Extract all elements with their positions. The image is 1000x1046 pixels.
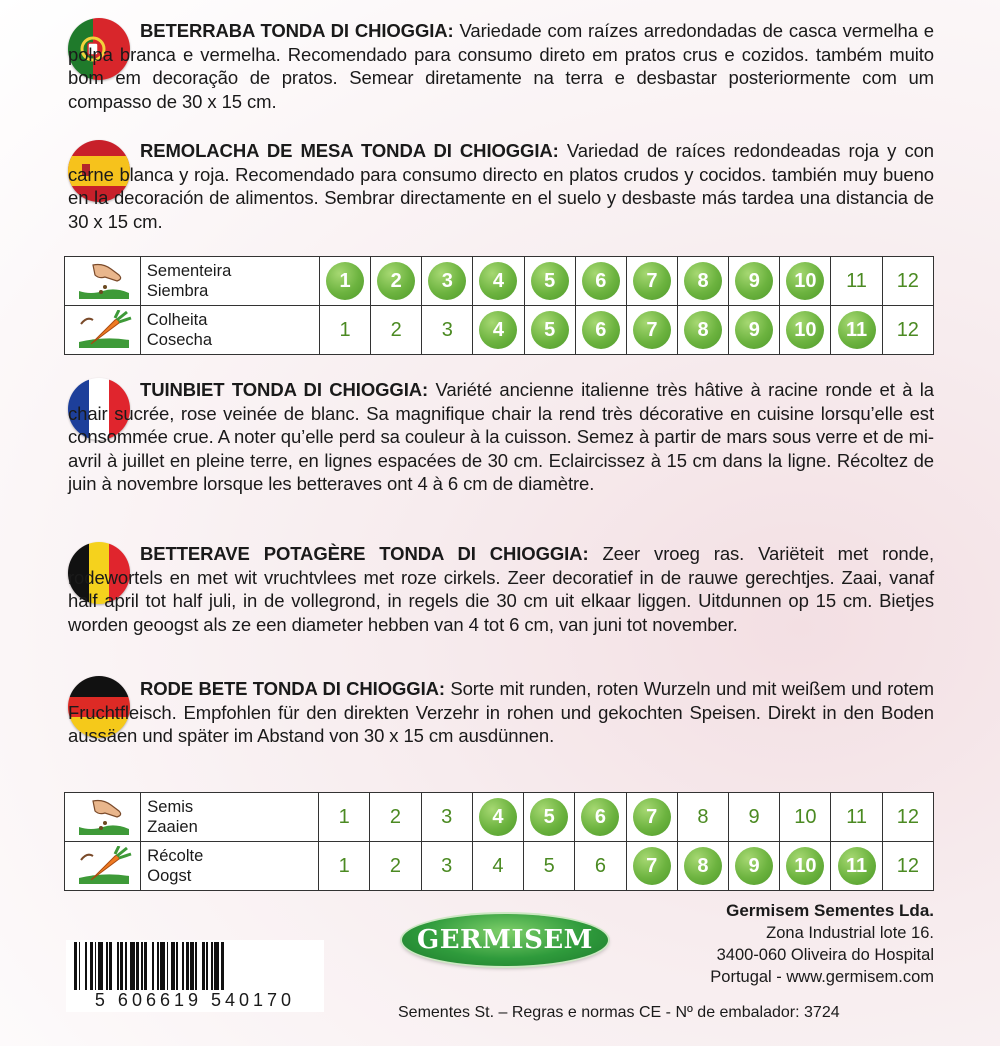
section-text: Sorte mit runden, roten Wurzeln und mit weißem und rotem Fruchtfleisch. Empfohlen für den direkten Verzehr in rohen und gekochten Speisen. Direkt in den Boden aussäen und später im Abstand von 30 x 15 cm ausdünnen. bbox=[68, 678, 934, 746]
month-active-badge: 6 bbox=[581, 798, 619, 836]
month-active-badge: 9 bbox=[735, 311, 773, 349]
address-line-3: Portugal - www.germisem.com bbox=[710, 968, 934, 986]
month-cell bbox=[780, 306, 831, 355]
section-text: Variedad de raíces redondeadas roja y con carne blanca y roja. Recomendado para consumo directo en platos crudos y cocidos. también muy bueno en la decoración de alimentos. Sembrar directamente en el suelo y desbaste más tardea una distancia de 30 x 15 cm. bbox=[68, 140, 934, 232]
month-cell bbox=[626, 306, 677, 355]
month-active-badge: 11 bbox=[838, 311, 876, 349]
month-active-badge: 5 bbox=[530, 798, 568, 836]
month-cell bbox=[831, 793, 882, 842]
month-active-badge: 1 bbox=[326, 262, 364, 300]
month-inactive-label: 1 bbox=[338, 806, 350, 828]
month-cell bbox=[421, 793, 472, 842]
carrot-icon bbox=[65, 842, 141, 891]
month-cell bbox=[319, 842, 370, 891]
month-cell bbox=[626, 793, 677, 842]
month-cell bbox=[831, 306, 882, 355]
month-cell bbox=[575, 842, 626, 891]
row-label-secondary: Zaaien bbox=[147, 818, 198, 836]
section-france bbox=[68, 378, 934, 496]
month-cell bbox=[575, 306, 626, 355]
calendar-row-label bbox=[141, 842, 319, 891]
month-active-badge: 7 bbox=[633, 847, 671, 885]
month-cell bbox=[729, 793, 780, 842]
month-active-badge: 4 bbox=[479, 262, 517, 300]
month-cell bbox=[371, 306, 422, 355]
section-portugal bbox=[68, 19, 934, 113]
barcode-bar bbox=[224, 942, 226, 990]
month-active-badge: 10 bbox=[786, 847, 824, 885]
address-line-1: Zona Industrial lote 16. bbox=[766, 924, 934, 942]
section-title: RODE BETE TONDA DI CHIOGGIA: bbox=[140, 678, 445, 699]
month-inactive-label: 1 bbox=[338, 855, 350, 877]
month-active-badge: 5 bbox=[531, 262, 569, 300]
month-inactive-label: 3 bbox=[441, 806, 453, 828]
row-label-secondary: Siembra bbox=[146, 282, 209, 300]
month-cell bbox=[472, 793, 523, 842]
row-label-primary: Semis bbox=[147, 798, 194, 816]
month-cell bbox=[370, 842, 421, 891]
month-inactive-label: 9 bbox=[748, 806, 760, 828]
calendar-row-label bbox=[141, 793, 319, 842]
barcode bbox=[66, 940, 324, 1012]
month-active-badge: 5 bbox=[531, 311, 569, 349]
month-active-badge: 7 bbox=[633, 262, 671, 300]
month-cell bbox=[780, 257, 831, 306]
month-cell bbox=[319, 257, 370, 306]
month-cell bbox=[626, 842, 677, 891]
month-inactive-label: 12 bbox=[896, 806, 919, 828]
section-title: BETERRABA TONDA DI CHIOGGIA: bbox=[140, 20, 454, 41]
month-cell bbox=[831, 257, 882, 306]
section-spain bbox=[68, 139, 934, 233]
month-cell bbox=[422, 306, 473, 355]
barcode-number: 5 606619 540170 bbox=[94, 990, 296, 1010]
month-cell bbox=[729, 257, 780, 306]
calendar-table-2 bbox=[64, 792, 934, 891]
month-inactive-label: 3 bbox=[441, 855, 453, 877]
row-label-primary: Récolte bbox=[147, 847, 204, 865]
month-cell bbox=[422, 257, 473, 306]
calendar-row-label bbox=[140, 306, 319, 355]
month-cell bbox=[729, 306, 780, 355]
month-cell bbox=[678, 306, 729, 355]
hand-sowing-icon bbox=[65, 793, 141, 842]
month-active-badge: 8 bbox=[684, 262, 722, 300]
month-cell bbox=[575, 257, 626, 306]
row-label-primary: Sementeira bbox=[146, 262, 232, 280]
month-active-badge: 10 bbox=[786, 262, 824, 300]
section-text: Variété ancienne italienne très hâtive à racine ronde et à la chair sucrée, rose veinée de blanc. Sa magnifique chair la rend très décorative en cuisine lorsqu’elle est consommée crue. A noter qu’elle perd sa couleur à la cuisson. Semez à partir de mars sous verre et de mi-avril à juillet en pleine terre, en lignes espacées de 30 cm. Eclaircissez à 15 cm dans la ligne. Récoltez de juin à novembre lorsque les betteraves ont 4 à 6 cm de diamètre. bbox=[68, 379, 934, 494]
month-active-badge: 10 bbox=[786, 311, 824, 349]
calendar-row bbox=[65, 306, 934, 355]
month-active-badge: 11 bbox=[838, 847, 876, 885]
section-text: Zeer vroeg ras. Variëteit met ronde, rodewortels en met wit vruchtvlees met roze cirkels. Zeer decoratief in de rauwe gerechtjes. Zaai, vanaf half april tot half juli, in de vollegrond, in regels die 30 cm uit elkaar liggen. Uitdunnen op 15 cm. Bietjes worden geoogst als ze een diameter hebben van 4 tot 6 cm, van juni tot november. bbox=[68, 543, 935, 635]
month-inactive-label: 12 bbox=[896, 319, 919, 341]
month-inactive-label: 4 bbox=[492, 855, 504, 877]
company-address bbox=[710, 900, 934, 988]
month-cell bbox=[421, 842, 472, 891]
month-cell bbox=[626, 257, 677, 306]
row-label-secondary: Oogst bbox=[147, 867, 192, 885]
month-cell bbox=[319, 793, 370, 842]
calendar-row bbox=[65, 257, 934, 306]
month-active-badge: 3 bbox=[428, 262, 466, 300]
barcode-bars bbox=[74, 942, 314, 990]
month-active-badge: 8 bbox=[684, 311, 722, 349]
month-active-badge: 9 bbox=[735, 262, 773, 300]
month-inactive-label: 3 bbox=[441, 319, 453, 341]
month-cell bbox=[678, 257, 729, 306]
month-inactive-label: 1 bbox=[339, 319, 351, 341]
month-cell bbox=[524, 842, 575, 891]
calendar-row-label bbox=[140, 257, 319, 306]
calendar-row bbox=[65, 793, 934, 842]
month-cell bbox=[882, 842, 933, 891]
hand-sowing-icon bbox=[65, 257, 141, 306]
month-active-badge: 4 bbox=[479, 798, 517, 836]
section-title: BETTERAVE POTAGÈRE TONDA DI CHIOGGIA: bbox=[140, 543, 589, 564]
section-text: Variedade com raízes arredondadas de casca vermelha e polpa branca e vermelha. Recomendado para consumo direto em pratos crus e cozidos. também muito bom em decoração de pratos. Semear diretamente na terra e desbastar posteriormente com um compasso de 30 x 15 cm. bbox=[68, 20, 934, 112]
month-inactive-label: 11 bbox=[846, 270, 867, 292]
company-name: Germisem Sementes Lda. bbox=[726, 901, 934, 920]
germisem-logo: GERMISEM bbox=[402, 914, 608, 966]
month-active-badge: 6 bbox=[582, 311, 620, 349]
month-active-badge: 8 bbox=[684, 847, 722, 885]
month-cell bbox=[729, 842, 780, 891]
month-cell bbox=[371, 257, 422, 306]
address-line-2: 3400-060 Oliveira do Hospital bbox=[716, 946, 934, 964]
month-inactive-label: 2 bbox=[389, 855, 402, 877]
month-cell bbox=[524, 793, 575, 842]
month-cell bbox=[882, 306, 933, 355]
month-active-badge: 4 bbox=[479, 311, 517, 349]
month-cell bbox=[524, 257, 575, 306]
row-label-secondary: Cosecha bbox=[146, 331, 213, 349]
month-inactive-label: 12 bbox=[896, 855, 919, 877]
calendar-table-1 bbox=[64, 256, 934, 355]
month-cell bbox=[780, 793, 831, 842]
row-label-primary: Colheita bbox=[146, 311, 208, 329]
month-inactive-label: 12 bbox=[896, 270, 919, 292]
month-cell bbox=[677, 842, 728, 891]
month-cell bbox=[575, 793, 626, 842]
carrot-icon bbox=[65, 306, 141, 355]
calendar-row bbox=[65, 842, 934, 891]
month-cell bbox=[319, 306, 370, 355]
month-active-badge: 7 bbox=[633, 311, 671, 349]
month-active-badge: 2 bbox=[377, 262, 415, 300]
month-inactive-label: 5 bbox=[543, 855, 555, 877]
month-inactive-label: 11 bbox=[846, 806, 867, 828]
month-cell bbox=[472, 842, 523, 891]
section-title: TUINBIET TONDA DI CHIOGGIA: bbox=[140, 379, 429, 400]
month-cell bbox=[882, 257, 933, 306]
regulations-text: Sementes St. – Regras e normas CE - Nº de embalador: 3724 bbox=[398, 1004, 840, 1021]
month-active-badge: 9 bbox=[735, 847, 773, 885]
section-germany bbox=[68, 677, 934, 748]
month-inactive-label: 2 bbox=[390, 319, 402, 341]
section-title: REMOLACHA DE MESA TONDA DI CHIOGGIA: bbox=[140, 140, 559, 161]
month-cell bbox=[882, 793, 933, 842]
month-inactive-label: 2 bbox=[389, 806, 402, 828]
month-active-badge: 6 bbox=[582, 262, 620, 300]
month-cell bbox=[677, 793, 728, 842]
month-cell bbox=[473, 257, 524, 306]
month-cell bbox=[831, 842, 882, 891]
month-inactive-label: 8 bbox=[697, 806, 709, 828]
month-cell bbox=[780, 842, 831, 891]
month-active-badge: 7 bbox=[633, 798, 671, 836]
month-inactive-label: 10 bbox=[794, 806, 817, 828]
month-inactive-label: 6 bbox=[594, 855, 606, 877]
section-belgium bbox=[68, 542, 934, 636]
month-cell bbox=[524, 306, 575, 355]
month-cell bbox=[473, 306, 524, 355]
month-cell bbox=[370, 793, 421, 842]
